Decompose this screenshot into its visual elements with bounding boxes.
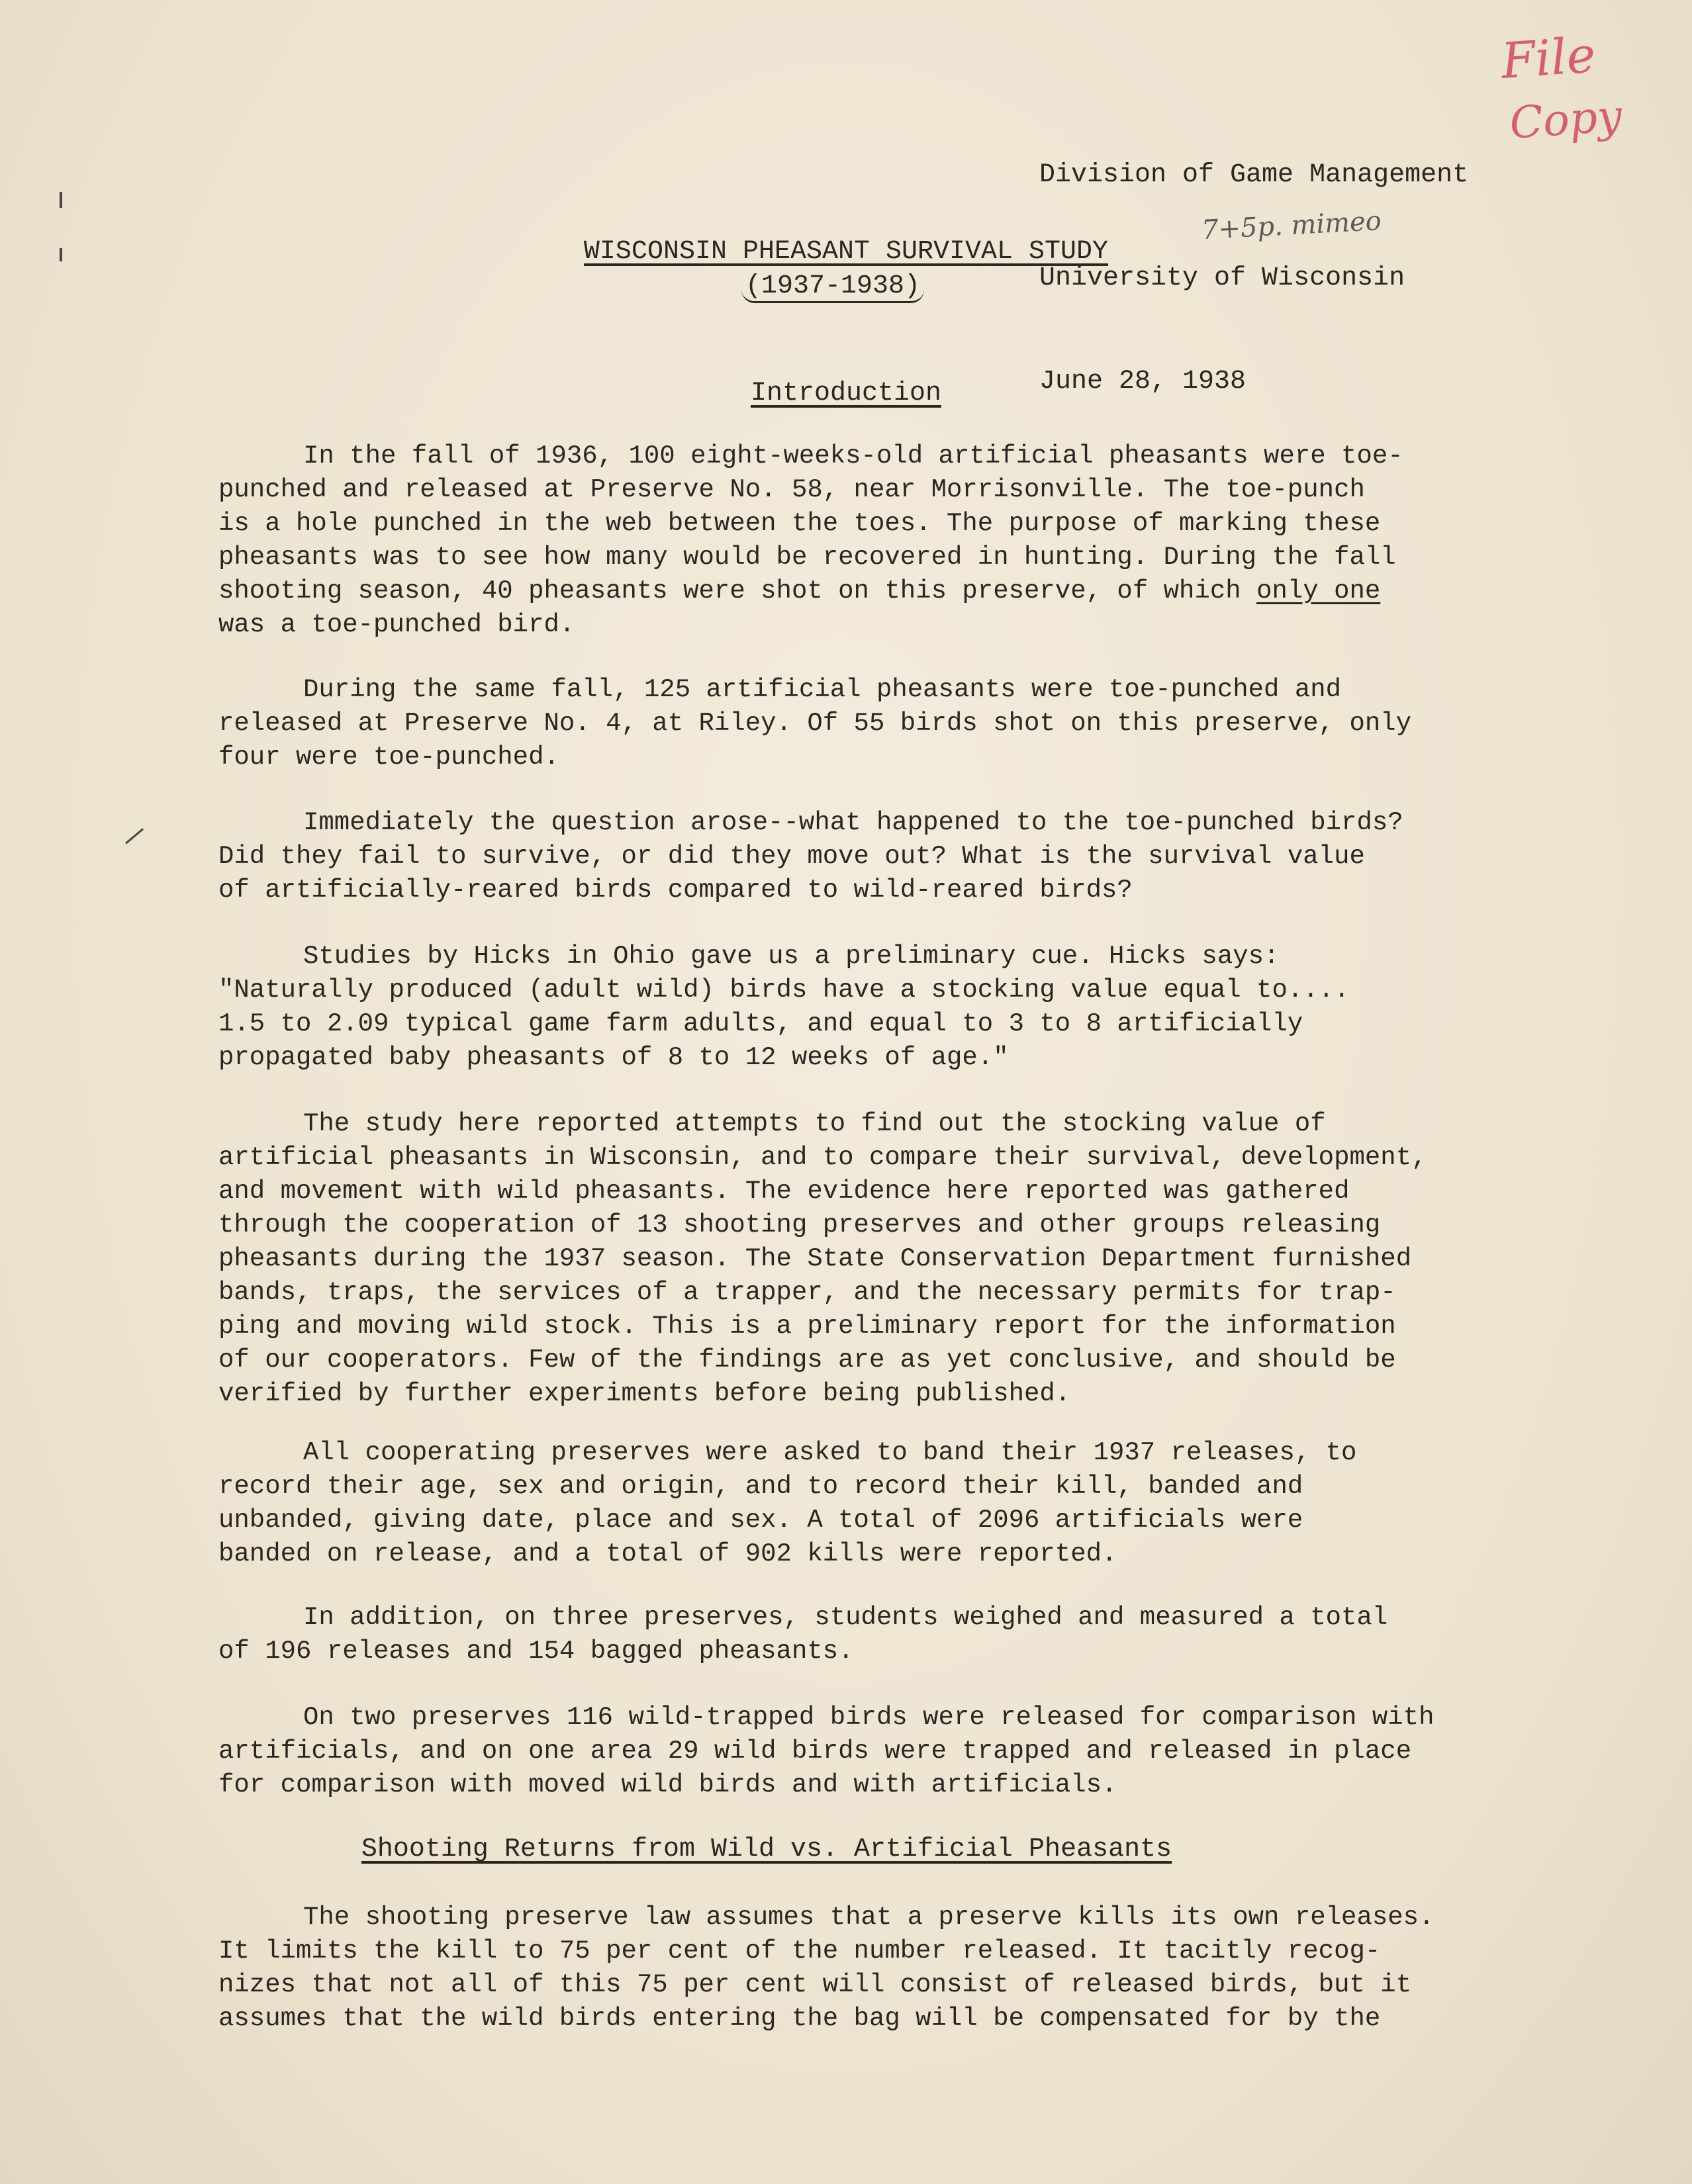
text-line: released at Preserve No. 4, at Riley. Of 55 birds shot on this preserve, only: [218, 709, 1412, 738]
text-line: of artificially-reared birds compared to wild-reared birds?: [218, 876, 1133, 905]
letterhead: [1039, 89, 1468, 468]
text-line: "Naturally produced (adult wild) birds have a stocking value equal to....: [218, 976, 1350, 1005]
text-line: verified by further experiments before being published.: [218, 1379, 1071, 1408]
text-line: banded on release, and a total of 902 kills were reported.: [218, 1539, 1117, 1569]
header-division: Division of Game Management: [1039, 160, 1469, 190]
text-line: In the fall of 1936, 100 eight-weeks-old artificial pheasants were toe-: [303, 441, 1403, 471]
paragraph-9: [218, 1901, 1516, 2036]
text-line: pheasants during the 1937 season. The State Conservation Department furnished: [218, 1244, 1412, 1273]
margin-mark: [125, 828, 144, 844]
text-line: Did they fail to survive, or did they move out? What is the survival value: [218, 842, 1365, 871]
page-title: [0, 237, 1692, 267]
text-line: propagated baby pheasants of 8 to 12 weeks of age.": [218, 1043, 1009, 1072]
paragraph-3: [218, 806, 1516, 907]
paragraph-6: [218, 1436, 1516, 1571]
pencil-annotation: 7+5p. mimeo: [1200, 205, 1382, 246]
text-line: artificial pheasants in Wisconsin, and to compare their survival, development,: [218, 1143, 1427, 1172]
text-line: nizes that not all of this 75 per cent will consist of released birds, but it: [218, 1970, 1412, 1999]
text-line: and movement with wild pheasants. The evidence here reported was gathered: [218, 1177, 1350, 1206]
title-text: WISCONSIN PHEASANT SURVIVAL STUDY: [583, 237, 1109, 267]
heading-text: Shooting Returns from Wild vs. Artificial Pheasants: [361, 1835, 1172, 1864]
title-years: [741, 271, 940, 301]
title-years-text: (1937-1938): [741, 271, 924, 303]
section-heading-shooting-returns: [0, 1835, 1613, 1864]
text-segment: shooting season, 40 pheasants were shot on this preserve, of which: [218, 576, 1257, 606]
text-line: unbanded, giving date, place and sex. A total of 2096 artificials were: [218, 1506, 1303, 1535]
text-line: Studies by Hicks in Ohio gave us a preliminary cue. Hicks says:: [303, 942, 1280, 971]
text-line: assumes that the wild birds entering the bag will be compensated for by the: [218, 2004, 1381, 2033]
paragraph-7: [218, 1601, 1516, 1668]
paragraph-1: [218, 439, 1516, 642]
heading-text: Introduction: [750, 379, 942, 408]
text-line: The study here reported attempts to find out the stocking value of: [303, 1109, 1326, 1138]
text-line: of our cooperators. Few of the findings are as yet conclusive, and should be: [218, 1345, 1396, 1375]
text-line: ping and moving wild stock. This is a preliminary report for the information: [218, 1312, 1396, 1341]
file-annotation: File: [1499, 26, 1598, 90]
text-line: was a toe-punched bird.: [218, 610, 575, 639]
text-line: On two preserves 116 wild-trapped birds were released for comparison with: [303, 1703, 1434, 1732]
text-line: It limits the kill to 75 per cent of the number released. It tacitly recog-: [218, 1936, 1381, 1966]
text-line: is a hole punched in the web between the toes. The purpose of marking these: [218, 509, 1381, 538]
text-line: artificials, and on one area 29 wild birds were trapped and released in place: [218, 1737, 1412, 1766]
text-line: [218, 574, 1516, 608]
text-line: pheasants was to see how many would be recovered in hunting. During the fall: [218, 543, 1396, 572]
header-date: June 28, 1938: [1039, 367, 1246, 396]
emphasis-only-one: only one: [1256, 576, 1381, 606]
paragraph-5: [218, 1107, 1516, 1411]
paragraph-2: [218, 673, 1516, 774]
margin-mark: [60, 192, 62, 208]
paragraph-4: [218, 940, 1516, 1075]
text-line: Immediately the question arose--what happened to the toe-punched birds?: [303, 808, 1403, 837]
text-line: The shooting preserve law assumes that a preserve kills its own releases.: [303, 1903, 1434, 1932]
text-line: In addition, on three preserves, students weighed and measured a total: [303, 1603, 1388, 1632]
section-heading-introduction: [0, 379, 1692, 408]
text-line: through the cooperation of 13 shooting preserves and other groups releasing: [218, 1210, 1381, 1240]
text-line: four were toe-punched.: [218, 743, 559, 772]
text-line: All cooperating preserves were asked to band their 1937 releases, to: [303, 1438, 1357, 1467]
text-line: punched and released at Preserve No. 58, near Morrisonville. The toe-punch: [218, 475, 1365, 504]
text-line: 1.5 to 2.09 typical game farm adults, and equal to 3 to 8 artificially: [218, 1009, 1303, 1038]
text-line: bands, traps, the services of a trapper, and the necessary permits for trap-: [218, 1278, 1396, 1307]
text-line: for comparison with moved wild birds and with artificials.: [218, 1770, 1117, 1799]
text-line: of 196 releases and 154 bagged pheasants.: [218, 1637, 854, 1666]
copy-annotation: Copy: [1508, 90, 1624, 149]
paragraph-8: [218, 1701, 1516, 1802]
text-line: record their age, sex and origin, and to record their kill, banded and: [218, 1472, 1303, 1501]
header-university: University of Wisconsin: [1039, 263, 1405, 293]
text-line: During the same fall, 125 artificial pheasants were toe-punched and: [303, 675, 1342, 704]
